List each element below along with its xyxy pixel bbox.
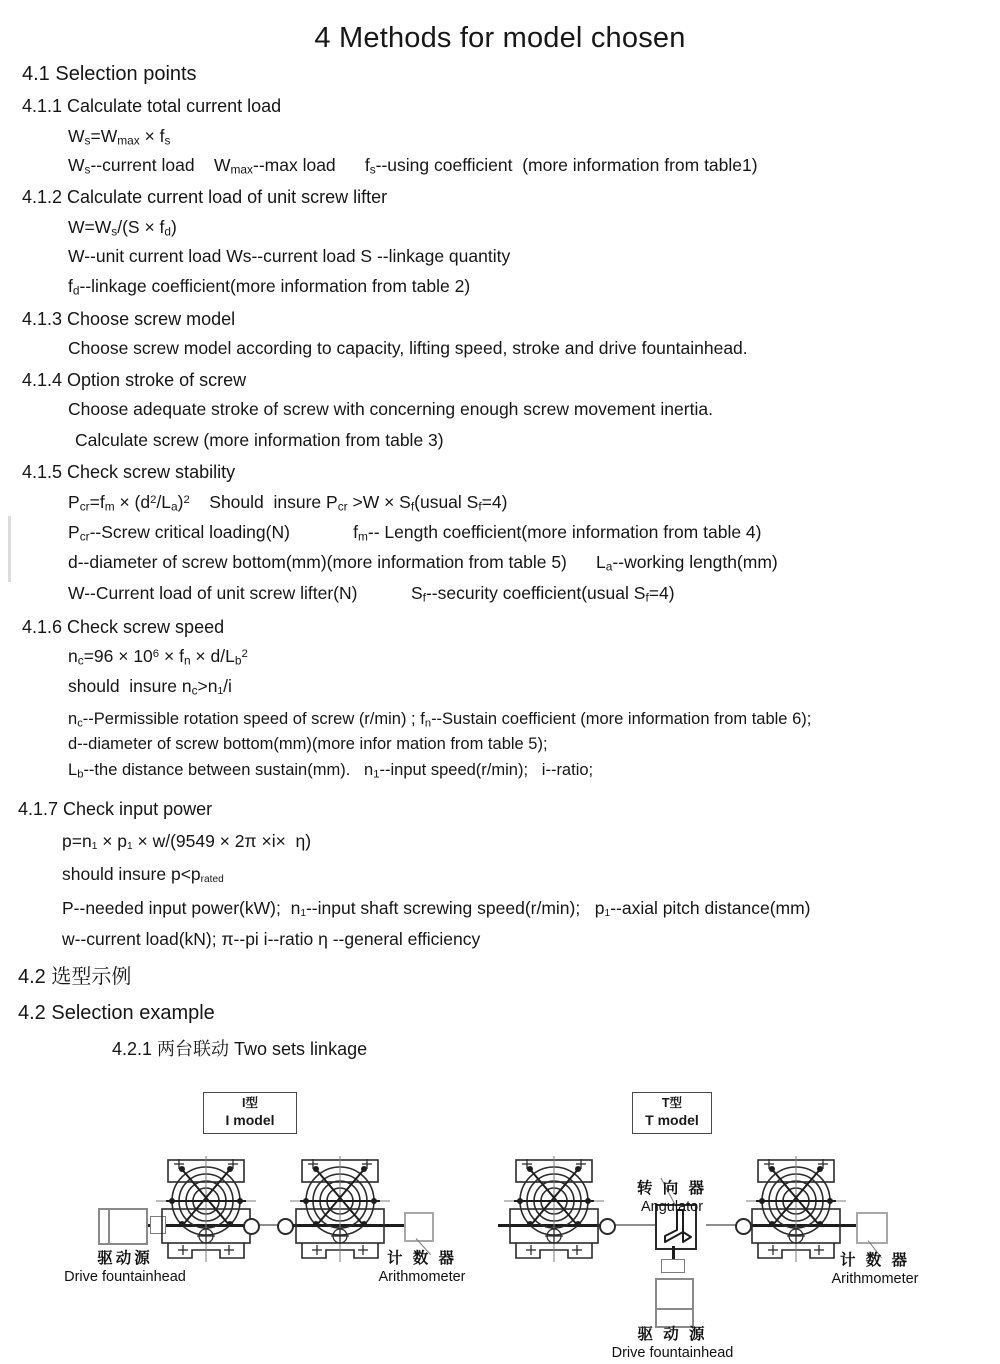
drive-label-t-cn: 驱 动 源 (637, 1326, 708, 1343)
arithmometer-label-t-cn: 计 数 器 (839, 1252, 911, 1269)
i-model-label-en: I model (225, 1111, 275, 1128)
screw-lifter-i-2 (286, 1154, 394, 1264)
arithmometer-label-i (348, 1250, 496, 1286)
drive-label-t-en: Drive fountainhead (611, 1344, 734, 1361)
legend-4-1-5-c: W--Current load of unit screw lifter(N) $S_f-$-security coefficient(usual $S_f=4$) (68, 583, 675, 605)
t-model-label-box (632, 1092, 712, 1134)
heading-4-2-en: 4.2 Selection example (18, 1002, 215, 1024)
body-4-1-4-b: Calculate screw (more information from table 3) (75, 430, 444, 450)
formula-4-1-7: p=n1 × p1 × w/(9549 × 2π ×i× η) (62, 831, 312, 853)
legend-4-1-6-b: d--diameter of screw bottom(mm)(more infor mation from table 5); (68, 735, 548, 753)
condition-4-1-6: should insure $n_c>n1/i$ (68, 676, 232, 698)
heading-4-2-cn: 4.2 选型示例 (18, 966, 132, 988)
drive-label-i (22, 1250, 228, 1286)
angulator-label (612, 1180, 732, 1216)
drive-motor-t (655, 1278, 694, 1328)
t-model-label-cn: T型 (661, 1096, 683, 1110)
t-model-label-en: T model (645, 1111, 699, 1128)
coupling-i-1 (243, 1218, 260, 1235)
legend-4-1-6-a: $n_c-$-Permissible rotation speed of screw (r/min) ; $f_n-$-Sustain coefficient (more information from table 6); (68, 710, 812, 730)
arithmometer-box-t (856, 1212, 888, 1244)
heading-4-1-4: 4.1.4 Option stroke of screw (22, 370, 247, 390)
legend-4-1-2-b: $f_d-$-linkage coefficient(more information from table 2) (68, 276, 471, 298)
legend-4-1-5-b: d--diameter of screw bottom(mm)(more information from table 5) $L_a-$-working length(mm) (68, 552, 778, 574)
coupling-t-2 (735, 1218, 752, 1235)
screw-lifter-t-2 (742, 1154, 850, 1264)
coupling-i-2 (277, 1218, 294, 1235)
legend-4-1-2-a: W--unit current load Ws--current load S --linkage quantity (68, 246, 511, 266)
arithmometer-label-i-en: Arithmometer (378, 1268, 466, 1285)
heading-4-1-2: 4.1.2 Calculate current load of unit screw lifter (22, 187, 388, 207)
linkage-diagram (0, 1080, 1000, 1364)
heading-4-1-7: 4.1.7 Check input power (18, 799, 213, 819)
formula-4-1-2: $W=W_s/(S \times f_d)$ (68, 217, 177, 239)
legend-4-1-5-a: $P_{cr}-$-Screw critical loading(N) $f_m--$ Length coefficient(more information from table 4) (68, 522, 762, 544)
condition-4-1-7: should insure p<prated (62, 864, 224, 886)
arithmometer-label-t (800, 1252, 950, 1288)
coupling-block-t (661, 1259, 685, 1273)
heading-4-1-5: 4.1.5 Check screw stability (22, 462, 236, 482)
heading-4-1-3: 4.1.3 Choose screw model (22, 309, 236, 329)
screw-lifter-t-1 (500, 1154, 608, 1264)
drive-label-i-cn: 驱动源 (97, 1250, 153, 1267)
arithmometer-box-i (404, 1212, 434, 1242)
legend-4-1-6-c: $L_b-$-the distance between sustain(mm). $n_1-$-input speed(r/min); i--ratio; (68, 761, 594, 781)
angulator-label-en: Angulator (640, 1198, 704, 1215)
legend-4-1-1: $W_s-$-current load $W_{max}--\max$ load $f_s-$-using coefficient (more information from table1) (68, 155, 758, 177)
screw-lifter-i-1 (152, 1154, 260, 1264)
arithmometer-label-t-en: Arithmometer (831, 1270, 919, 1287)
drive-label-i-en: Drive fountainhead (64, 1268, 186, 1285)
i-model-label-cn: I型 (242, 1096, 258, 1110)
i-model-label-box (203, 1092, 297, 1134)
legend-4-1-7-b: w--current load(kN); π--pi i--ratio η --general efficiency (62, 929, 481, 949)
coupling-t-1 (599, 1218, 616, 1235)
body-4-1-4-a: Choose adequate stroke of screw with concerning enough screw movement inertia. (68, 399, 713, 419)
angulator-stem (672, 1246, 675, 1260)
heading-4-1: 4.1 Selection points (22, 63, 197, 85)
formula-4-1-5: $P_{cr}=f_m \times (d^2/L_a)^2$ Should insure $P_{cr} >W$ × $S_f(usual$ $S_f=4$) (68, 492, 508, 514)
formula-4-1-1: $W_s=W_{max} \times f_s$ (68, 126, 171, 148)
heading-4-2-1: 4.2.1 两台联动 Two sets linkage (112, 1039, 368, 1059)
angulator-label-cn: 转 向 器 (636, 1180, 708, 1197)
formula-4-1-6: $n_c=96 \times 10^6 \times f_n \times d/L_b^2$ (68, 646, 248, 668)
heading-4-1-6: 4.1.6 Check screw speed (22, 617, 225, 637)
arithmometer-label-i-cn: 计 数 器 (386, 1250, 458, 1267)
body-4-1-3: Choose screw model according to capacity, lifting speed, stroke and drive fountainhead. (68, 338, 748, 358)
legend-4-1-7-a: P--needed input power(kW); n1--input shaft screwing speed(r/min); p1--axial pitch distance(mm) (62, 898, 811, 920)
scan-artifact (8, 516, 11, 582)
drive-label-t (590, 1326, 755, 1362)
heading-4-1-1: 4.1.1 Calculate total current load (22, 96, 282, 116)
page-title: 4 Methods for model chosen (314, 22, 686, 54)
drive-motor-i (98, 1208, 148, 1245)
